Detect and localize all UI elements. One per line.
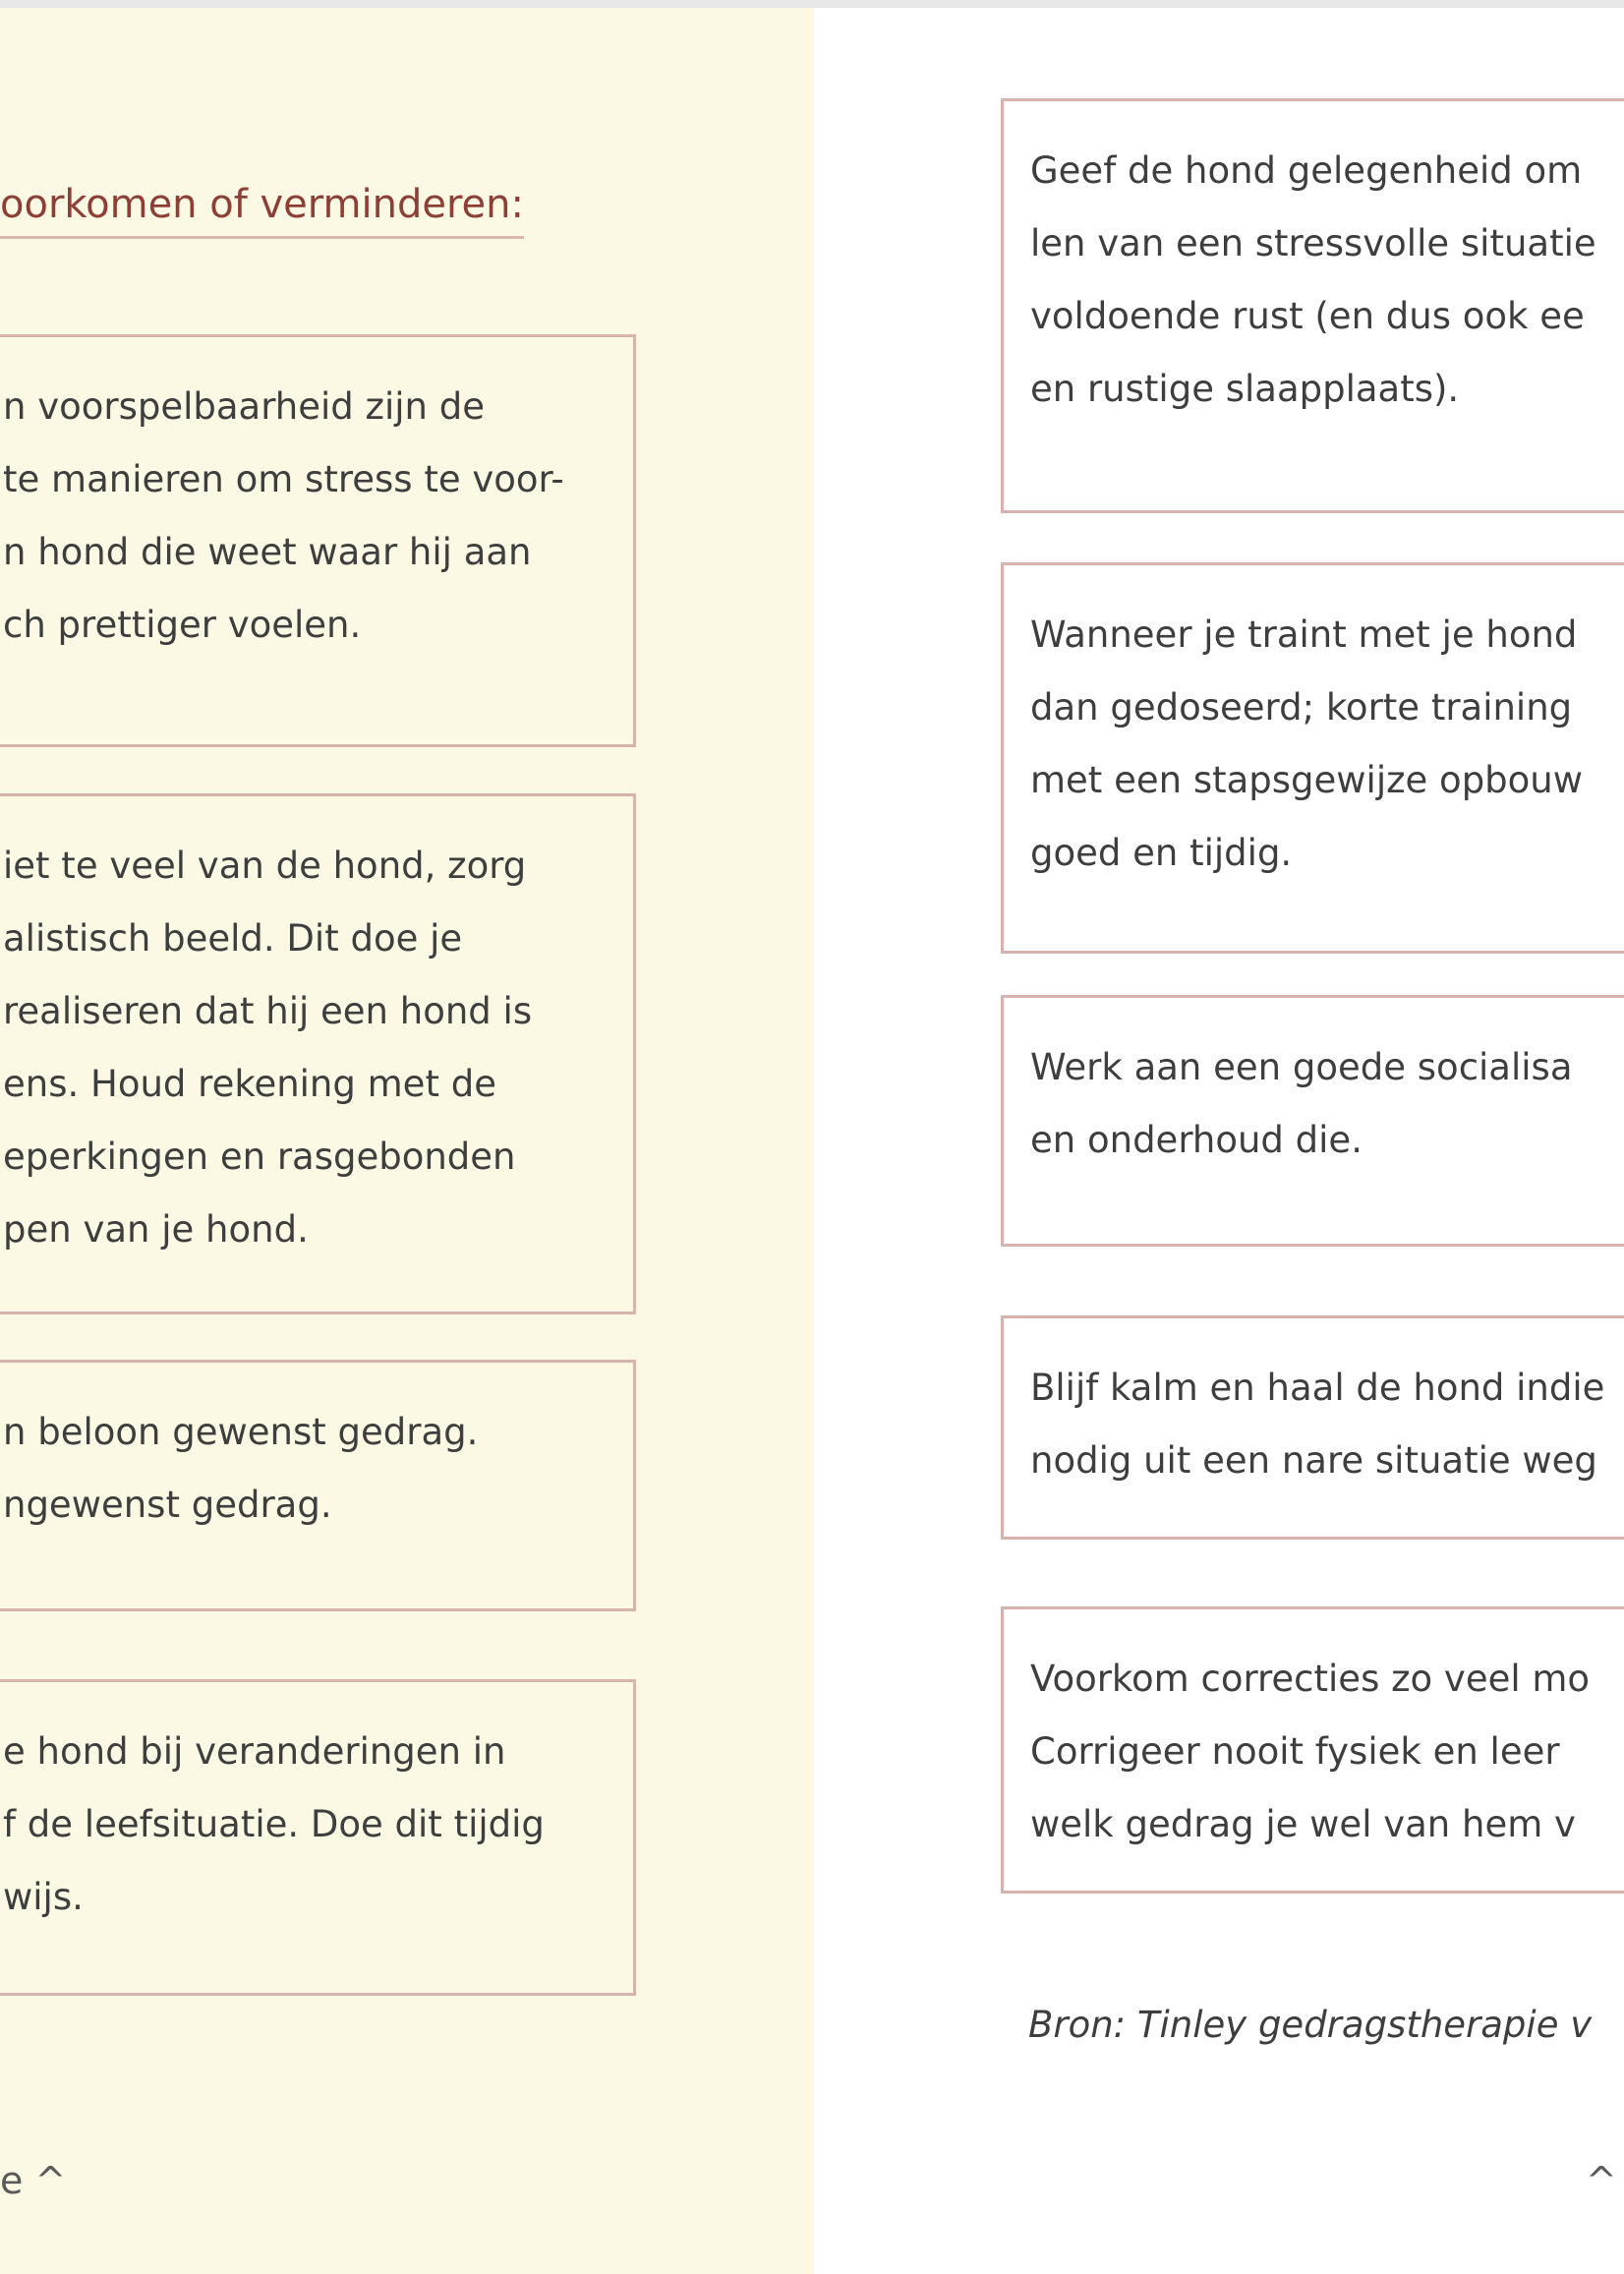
tip-text: Blijf kalm en haal de hond indie nodig uit een nare situatie weg (1030, 1367, 1605, 1482)
page-marker-left: e ^ (0, 2159, 67, 2202)
tip-box-changes (0, 1679, 636, 1996)
tip-text: iet te veel van de hond, zorg alistisch beeld. Dit doe je realiseren dat hij een hond is ens. Houd rekening met de eperkingen en rasgebonden pen van je hond. (3, 845, 533, 1251)
tip-text: Voorkom correcties zo veel mo Corrigeer nooit fysiek en leer welk gedrag je wel van hem v (1030, 1658, 1591, 1845)
section-heading: oorkomen of verminderen: (0, 175, 524, 239)
tip-box-training (1001, 562, 1624, 954)
page-marker-right: ^ (1586, 2159, 1617, 2202)
tip-box-rest (1001, 98, 1624, 513)
tip-box-expectations (0, 793, 636, 1314)
tip-box-calm (1001, 1315, 1624, 1540)
tip-text: n voorspelbaarheid zijn de te manieren om stress te voor- n hond die weet waar hij aan ch prettiger voelen. (3, 385, 564, 646)
top-edge-bar (0, 0, 1624, 8)
tip-text: n beloon gewenst gedrag. ngewenst gedrag. (3, 1411, 479, 1526)
tip-box-reward (0, 1360, 636, 1611)
tip-box-corrections (1001, 1606, 1624, 1894)
source-citation: Bron: Tinley gedragstherapie v (1028, 2004, 1593, 2046)
left-page (0, 8, 814, 2274)
tip-box-socialization (1001, 995, 1624, 1247)
right-page (814, 8, 1624, 2274)
tip-box-structure (0, 334, 636, 747)
tip-text: Geef de hond gelegenheid om len van een stressvolle situatie voldoende rust (en dus ook ee en rustige slaapplaats). (1030, 149, 1596, 410)
tip-text: Wanneer je traint met je hond dan gedoseerd; korte training met een stapsgewijze opbouw goed en tijdig. (1030, 613, 1584, 874)
tip-text: Werk aan een goede socialisa en onderhoud die. (1030, 1046, 1573, 1161)
tip-text: e hond bij veranderingen in f de leefsituatie. Doe dit tijdig wijs. (3, 1730, 545, 1918)
